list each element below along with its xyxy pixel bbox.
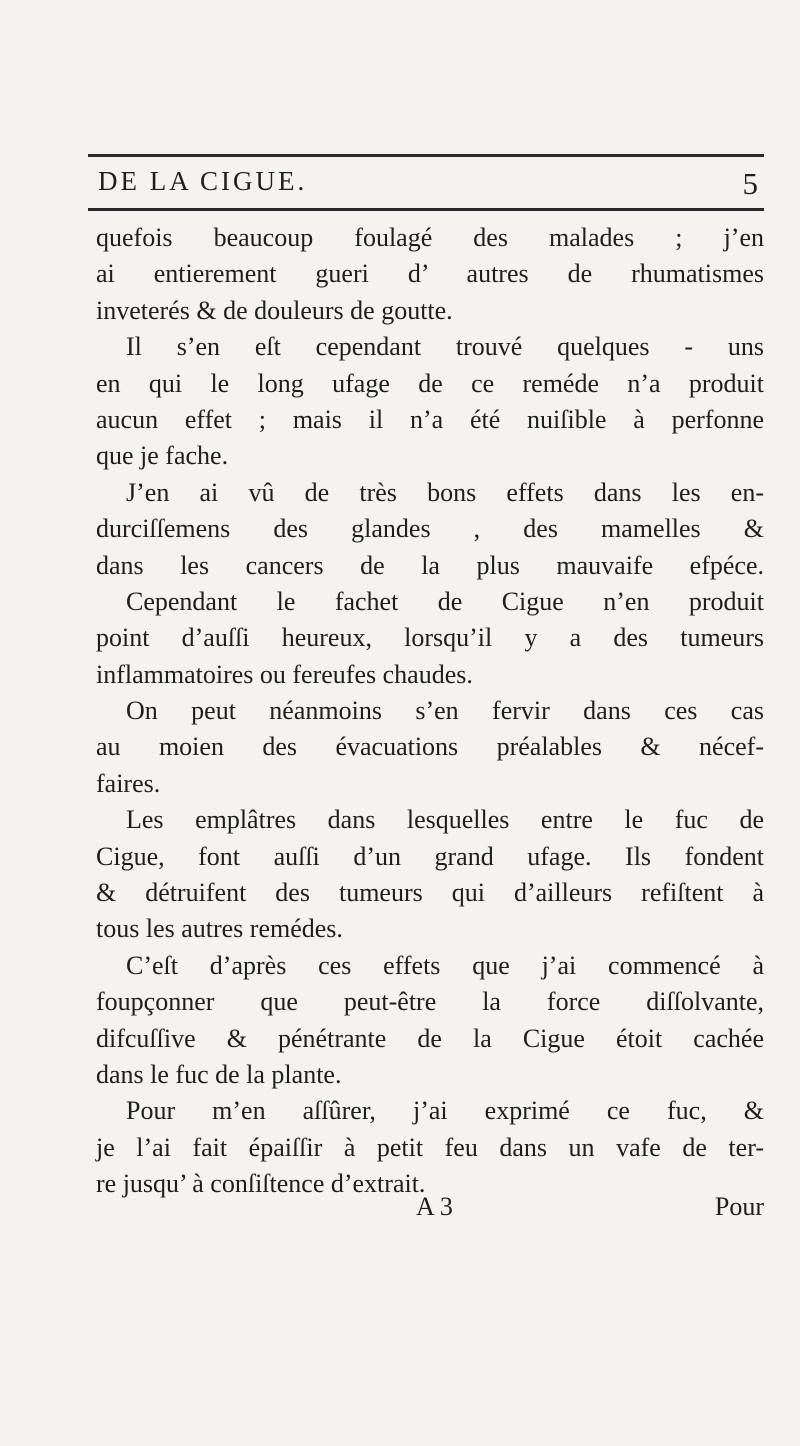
body-text — [96, 220, 764, 1203]
page-number: 5 — [742, 166, 758, 201]
text-line: au moien des évacuations préalables & nécef- — [96, 732, 764, 762]
text-line: dans le fuc de la plante. — [96, 1059, 342, 1089]
text-line: difcuſſive & pénétrante de la Cigue étoit cachée — [96, 1023, 764, 1053]
text-line: re jusqu’ à conſiſtence d’extrait. — [96, 1169, 426, 1199]
text-line: inflammatoires ou fereufes chaudes. — [96, 659, 473, 689]
text-line: On peut néanmoins s’en fervir dans ces cas — [126, 696, 764, 726]
text-line: Pour m’en aſſûrer, j’ai exprimé ce fuc, & — [126, 1096, 764, 1126]
text-line: point d’auſſi heureux, lorsqu’il y a des tumeurs — [96, 623, 764, 653]
text-line: & détruifent des tumeurs qui d’ailleurs refiſtent à — [96, 878, 764, 908]
running-title: DE LA CIGUE. — [98, 166, 308, 196]
text-line: C’eſt d’après ces effets que j’ai commencé à — [126, 950, 764, 980]
text-line: faires. — [96, 768, 161, 798]
text-line: ai entierement gueri d’ autres de rhumatismes — [96, 259, 764, 289]
header-rule-top — [88, 154, 764, 157]
page-footer — [96, 1192, 764, 1232]
text-line: foupçonner que peut-être la force diſſolvante, — [96, 987, 764, 1017]
text-line: durciſſemens des glandes , des mamelles & — [96, 514, 764, 544]
text-line: que je fache. — [96, 441, 229, 471]
text-line: tous les autres remédes. — [96, 914, 343, 944]
signature-mark: A 3 — [416, 1192, 453, 1221]
text-line: aucun effet ; mais il n’a été nuiſible à perfonne — [96, 404, 764, 434]
text-line: quefois beaucoup foulagé des malades ; j’en — [96, 223, 764, 252]
text-line: dans les cancers de la plus mauvaife efpéce. — [96, 550, 764, 580]
text-line: en qui le long ufage de ce reméde n’a produit — [96, 368, 764, 398]
header-rule-bottom — [88, 208, 764, 211]
text-line: J’en ai vû de très bons effets dans les en- — [126, 477, 764, 507]
text-line: Les emplâtres dans lesquelles entre le fuc de — [126, 805, 764, 835]
running-head — [98, 166, 758, 206]
text-line: je l’ai fait épaiſſir à petit feu dans un vafe de ter- — [96, 1132, 764, 1162]
text-line: Cependant le fachet de Cigue n’en produit — [126, 586, 764, 616]
text-line: Il s’en eſt cependant trouvé quelques - uns — [126, 332, 764, 362]
text-line: Cigue, font auſſi d’un grand ufage. Ils fondent — [96, 841, 764, 871]
text-line: inveterés & de douleurs de goutte. — [96, 295, 453, 325]
catchword: Pour — [714, 1192, 764, 1221]
